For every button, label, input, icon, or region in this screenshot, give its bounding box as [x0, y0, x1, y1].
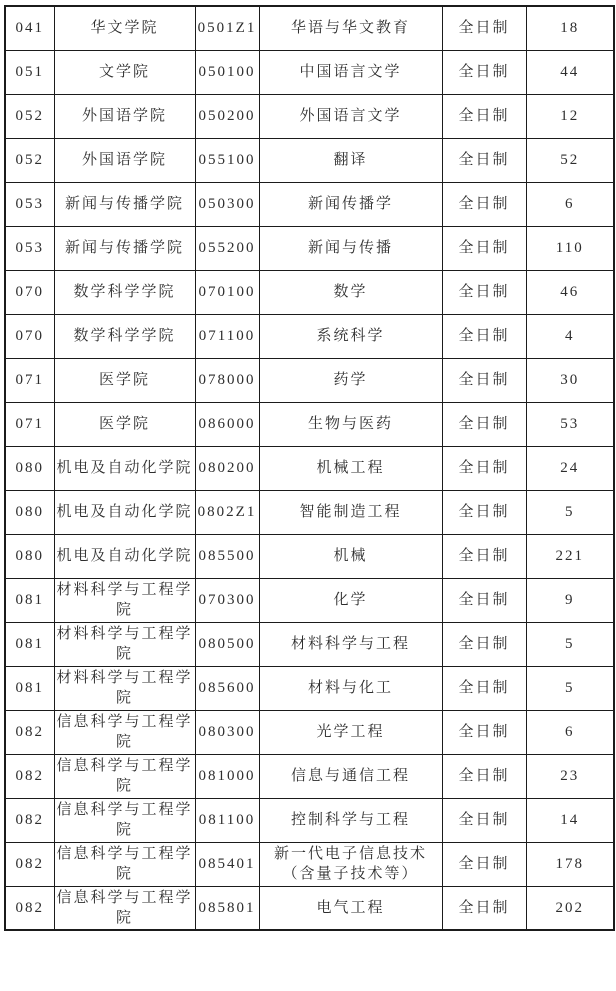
cell-college-name: 数学科学学院 — [54, 314, 195, 358]
cell-major-code: 070300 — [195, 578, 259, 622]
cell-major-code: 071100 — [195, 314, 259, 358]
table-row — [5, 578, 614, 622]
cell-college-name: 医学院 — [54, 402, 195, 446]
cell-study-mode: 全日制 — [442, 490, 526, 534]
cell-major-name: 机械 — [259, 534, 442, 578]
cell-college-name: 材料科学与工程学院 — [54, 578, 195, 622]
table-row — [5, 270, 614, 314]
cell-major-name: 新一代电子信息技术（含量子技术等） — [259, 842, 442, 886]
cell-college-name: 数学科学学院 — [54, 270, 195, 314]
cell-major-code: 081100 — [195, 798, 259, 842]
table-row — [5, 358, 614, 402]
table-row — [5, 446, 614, 490]
cell-major-name: 华语与华文教育 — [259, 6, 442, 50]
cell-quota: 5 — [526, 490, 614, 534]
cell-major-name: 外国语言文学 — [259, 94, 442, 138]
cell-major-name: 材料与化工 — [259, 666, 442, 710]
cell-major-code: 070100 — [195, 270, 259, 314]
cell-major-code: 050100 — [195, 50, 259, 94]
cell-study-mode: 全日制 — [442, 754, 526, 798]
cell-study-mode: 全日制 — [442, 578, 526, 622]
table-row — [5, 490, 614, 534]
cell-dept-code: 080 — [5, 534, 54, 578]
table-row — [5, 226, 614, 270]
cell-college-name: 材料科学与工程学院 — [54, 666, 195, 710]
table-row — [5, 842, 614, 886]
cell-dept-code: 052 — [5, 94, 54, 138]
cell-dept-code: 082 — [5, 710, 54, 754]
cell-quota: 44 — [526, 50, 614, 94]
cell-dept-code: 082 — [5, 754, 54, 798]
cell-major-code: 055200 — [195, 226, 259, 270]
cell-college-name: 华文学院 — [54, 6, 195, 50]
cell-quota: 178 — [526, 842, 614, 886]
cell-dept-code: 071 — [5, 402, 54, 446]
table-row — [5, 6, 614, 50]
cell-major-code: 081000 — [195, 754, 259, 798]
cell-quota: 221 — [526, 534, 614, 578]
cell-major-code: 086000 — [195, 402, 259, 446]
cell-dept-code: 071 — [5, 358, 54, 402]
cell-dept-code: 082 — [5, 798, 54, 842]
table-row — [5, 798, 614, 842]
cell-quota: 52 — [526, 138, 614, 182]
cell-quota: 53 — [526, 402, 614, 446]
cell-dept-code: 081 — [5, 578, 54, 622]
cell-study-mode: 全日制 — [442, 270, 526, 314]
cell-study-mode: 全日制 — [442, 226, 526, 270]
cell-study-mode: 全日制 — [442, 622, 526, 666]
cell-study-mode: 全日制 — [442, 358, 526, 402]
cell-study-mode: 全日制 — [442, 402, 526, 446]
cell-dept-code: 081 — [5, 666, 54, 710]
cell-major-name: 材料科学与工程 — [259, 622, 442, 666]
cell-major-name: 新闻传播学 — [259, 182, 442, 226]
cell-college-name: 信息科学与工程学院 — [54, 886, 195, 930]
cell-study-mode: 全日制 — [442, 138, 526, 182]
cell-quota: 24 — [526, 446, 614, 490]
cell-major-name: 化学 — [259, 578, 442, 622]
cell-major-name: 翻译 — [259, 138, 442, 182]
cell-college-name: 文学院 — [54, 50, 195, 94]
cell-college-name: 信息科学与工程学院 — [54, 710, 195, 754]
cell-major-name: 新闻与传播 — [259, 226, 442, 270]
cell-college-name: 机电及自动化学院 — [54, 446, 195, 490]
cell-dept-code: 081 — [5, 622, 54, 666]
cell-major-name: 信息与通信工程 — [259, 754, 442, 798]
cell-study-mode: 全日制 — [442, 842, 526, 886]
cell-major-name: 光学工程 — [259, 710, 442, 754]
cell-study-mode: 全日制 — [442, 94, 526, 138]
cell-major-name: 生物与医药 — [259, 402, 442, 446]
table-body — [5, 6, 614, 930]
table-row — [5, 710, 614, 754]
cell-major-code: 0501Z1 — [195, 6, 259, 50]
cell-college-name: 新闻与传播学院 — [54, 182, 195, 226]
cell-college-name: 信息科学与工程学院 — [54, 798, 195, 842]
table-row — [5, 94, 614, 138]
cell-major-code: 055100 — [195, 138, 259, 182]
table-row — [5, 402, 614, 446]
enrollment-table — [4, 5, 615, 931]
cell-major-name: 智能制造工程 — [259, 490, 442, 534]
cell-dept-code: 053 — [5, 182, 54, 226]
table-row — [5, 886, 614, 930]
table-row — [5, 534, 614, 578]
cell-quota: 202 — [526, 886, 614, 930]
cell-quota: 6 — [526, 182, 614, 226]
cell-quota: 18 — [526, 6, 614, 50]
cell-major-code: 050200 — [195, 94, 259, 138]
cell-college-name: 外国语学院 — [54, 94, 195, 138]
cell-college-name: 信息科学与工程学院 — [54, 754, 195, 798]
table-row — [5, 182, 614, 226]
cell-college-name: 外国语学院 — [54, 138, 195, 182]
cell-major-code: 085401 — [195, 842, 259, 886]
cell-quota: 23 — [526, 754, 614, 798]
table-row — [5, 622, 614, 666]
cell-major-name: 药学 — [259, 358, 442, 402]
cell-dept-code: 070 — [5, 270, 54, 314]
cell-college-name: 材料科学与工程学院 — [54, 622, 195, 666]
cell-study-mode: 全日制 — [442, 6, 526, 50]
cell-dept-code: 082 — [5, 886, 54, 930]
cell-dept-code: 070 — [5, 314, 54, 358]
cell-quota: 6 — [526, 710, 614, 754]
cell-study-mode: 全日制 — [442, 314, 526, 358]
cell-study-mode: 全日制 — [442, 50, 526, 94]
cell-college-name: 医学院 — [54, 358, 195, 402]
cell-college-name: 机电及自动化学院 — [54, 490, 195, 534]
cell-major-code: 078000 — [195, 358, 259, 402]
cell-study-mode: 全日制 — [442, 534, 526, 578]
cell-college-name: 新闻与传播学院 — [54, 226, 195, 270]
cell-study-mode: 全日制 — [442, 710, 526, 754]
cell-major-name: 系统科学 — [259, 314, 442, 358]
cell-quota: 46 — [526, 270, 614, 314]
cell-dept-code: 080 — [5, 490, 54, 534]
cell-major-code: 085500 — [195, 534, 259, 578]
cell-quota: 12 — [526, 94, 614, 138]
cell-study-mode: 全日制 — [442, 182, 526, 226]
cell-major-name: 电气工程 — [259, 886, 442, 930]
cell-study-mode: 全日制 — [442, 886, 526, 930]
cell-quota: 30 — [526, 358, 614, 402]
cell-major-code: 080200 — [195, 446, 259, 490]
cell-study-mode: 全日制 — [442, 798, 526, 842]
cell-quota: 4 — [526, 314, 614, 358]
cell-dept-code: 080 — [5, 446, 54, 490]
cell-major-code: 080300 — [195, 710, 259, 754]
cell-quota: 110 — [526, 226, 614, 270]
cell-study-mode: 全日制 — [442, 446, 526, 490]
table-row — [5, 50, 614, 94]
cell-dept-code: 051 — [5, 50, 54, 94]
cell-major-code: 080500 — [195, 622, 259, 666]
table-row — [5, 666, 614, 710]
cell-major-name: 数学 — [259, 270, 442, 314]
table-row — [5, 138, 614, 182]
cell-major-name: 中国语言文学 — [259, 50, 442, 94]
cell-dept-code: 053 — [5, 226, 54, 270]
cell-major-code: 0802Z1 — [195, 490, 259, 534]
cell-quota: 5 — [526, 622, 614, 666]
cell-college-name: 信息科学与工程学院 — [54, 842, 195, 886]
cell-dept-code: 082 — [5, 842, 54, 886]
cell-study-mode: 全日制 — [442, 666, 526, 710]
cell-quota: 5 — [526, 666, 614, 710]
cell-dept-code: 052 — [5, 138, 54, 182]
cell-quota: 9 — [526, 578, 614, 622]
cell-dept-code: 041 — [5, 6, 54, 50]
cell-quota: 14 — [526, 798, 614, 842]
cell-major-code: 085801 — [195, 886, 259, 930]
cell-major-name: 控制科学与工程 — [259, 798, 442, 842]
table-row — [5, 754, 614, 798]
cell-college-name: 机电及自动化学院 — [54, 534, 195, 578]
cell-major-name: 机械工程 — [259, 446, 442, 490]
cell-major-code: 085600 — [195, 666, 259, 710]
cell-major-code: 050300 — [195, 182, 259, 226]
table-row — [5, 314, 614, 358]
